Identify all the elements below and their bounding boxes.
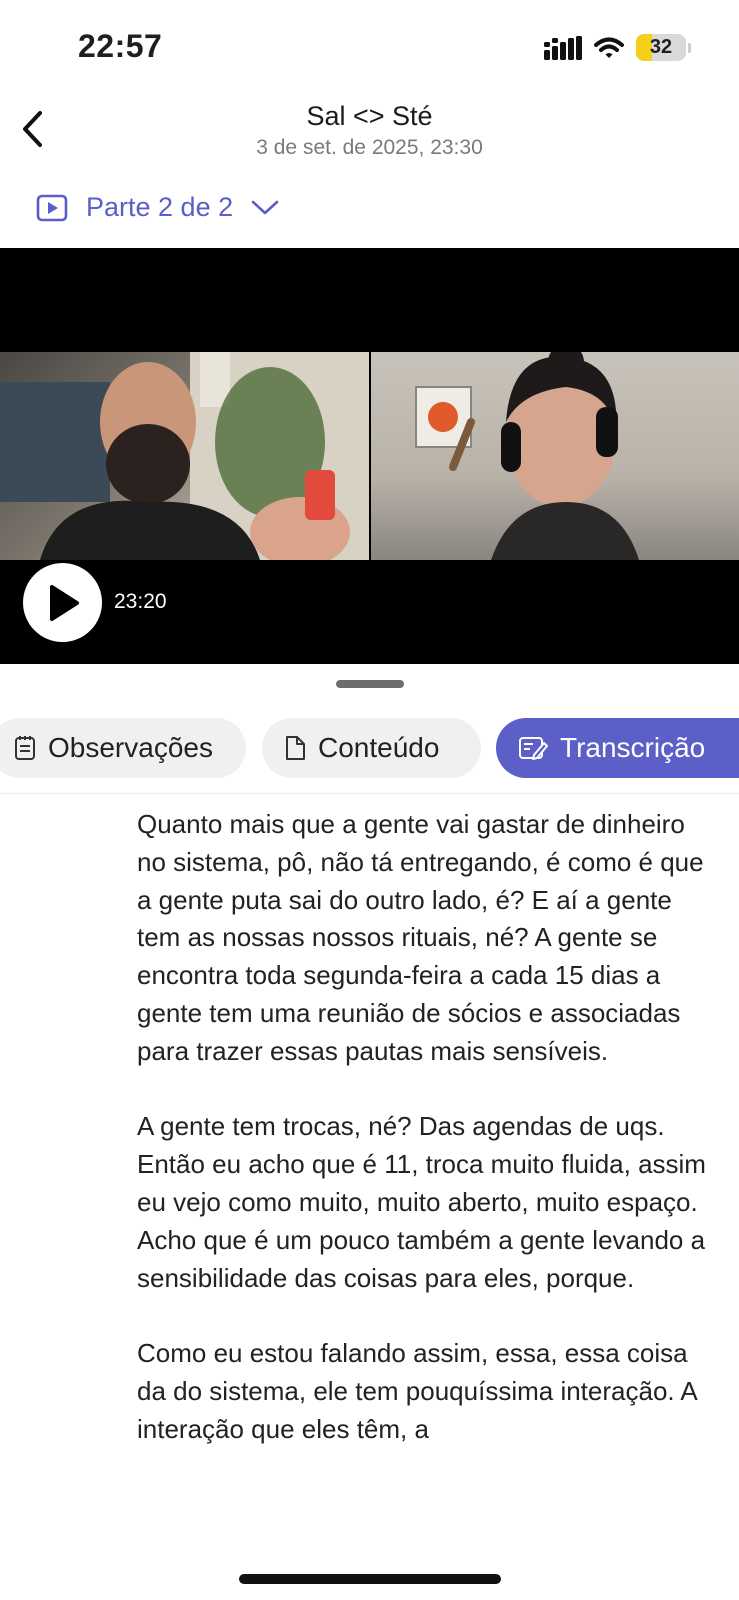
- transcript-content[interactable]: [137, 806, 707, 1534]
- sheet-grabber[interactable]: [336, 680, 404, 688]
- part-selector-label: Parte 2 de 2: [86, 192, 234, 222]
- page-subtitle: 3 de set. de 2025, 23:30: [256, 136, 483, 159]
- battery-tip: [688, 43, 691, 53]
- battery-indicator: [636, 34, 686, 61]
- status-icons: [544, 34, 691, 61]
- page-title: Sal <> Sté: [306, 101, 433, 131]
- signal-icon: [544, 36, 582, 60]
- status-time: 22:57: [78, 28, 163, 64]
- wifi-icon: [594, 37, 624, 59]
- notes-icon: [14, 735, 36, 761]
- tab-observacoes-label: Observações: [48, 732, 213, 763]
- video-player[interactable]: [0, 248, 739, 664]
- home-indicator[interactable]: [239, 1574, 501, 1584]
- participant-video-left: [0, 352, 369, 560]
- tab-transcricao[interactable]: [496, 718, 739, 778]
- part-selector[interactable]: [36, 192, 279, 223]
- tab-observacoes[interactable]: [0, 718, 246, 778]
- tabs-divider: [0, 793, 739, 794]
- transcript-paragraph: A gente tem trocas, né? Das agendas de uqs. Então eu acho que é 11, troca muito fluida, assim eu vejo como muito, muito aberto, muito espaço. Acho que é um pouco também a gente levando a sensibilidade das coisas para eles, porque.: [137, 1111, 706, 1293]
- transcript-paragraph: Como eu estou falando assim, essa, essa coisa da do sistema, ele tem pouquíssima interação. A interação que eles têm, a: [137, 1338, 697, 1444]
- battery-level: 32: [649, 36, 673, 58]
- play-icon: [46, 584, 80, 622]
- tab-transcricao-label: Transcrição: [560, 732, 706, 763]
- tab-conteudo-label: Conteúdo: [318, 732, 440, 763]
- video-timestamp: 23:20: [114, 590, 167, 613]
- play-button[interactable]: [23, 563, 102, 642]
- document-icon: [284, 735, 306, 761]
- chevron-down-icon: [251, 200, 279, 216]
- tab-conteudo[interactable]: [262, 718, 481, 778]
- transcript-edit-icon: [518, 735, 548, 761]
- participant-video-right: [371, 352, 739, 560]
- transcript-paragraph: Quanto mais que a gente vai gastar de dinheiro no sistema, pô, não tá entregando, é como é que a gente puta sai do outro lado, é? E aí a gente tem as nossas nossos rituais, né? A gente se encontra toda segunda-feira a cada 15 dias a gente tem uma reunião de sócios e associadas para trazer essas pautas mais sensíveis.: [137, 809, 704, 1066]
- video-play-icon: [36, 194, 68, 222]
